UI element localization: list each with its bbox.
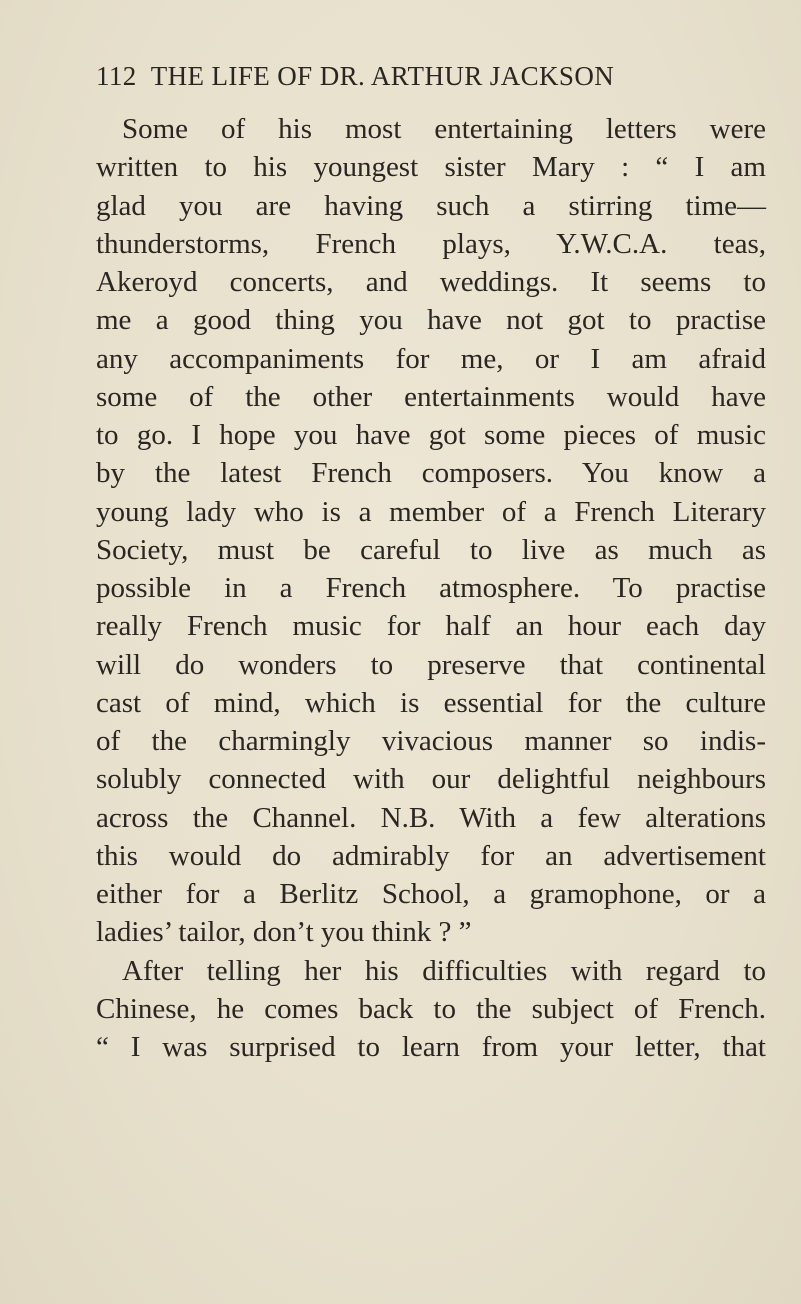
- text-line: written to his youngest sister Mary : “ I am: [96, 151, 766, 184]
- text-line: After telling her his difficulties with regard to: [122, 954, 766, 987]
- text-line: young lady who is a member of a French Literary: [96, 495, 766, 528]
- text-line: possible in a French atmosphere. To practise: [96, 572, 766, 604]
- text-line: thunderstorms, French plays, Y.W.C.A. teas,: [96, 227, 766, 260]
- text-line: ladies’ tailor, don’t you think ? ”: [96, 916, 472, 949]
- text-line: glad you are having such a stirring time—: [96, 189, 766, 222]
- text-line: really French music for half an hour each day: [96, 610, 766, 643]
- text-line: cast of mind, which is essential for the culture: [96, 686, 766, 719]
- text-line: either for a Berlitz School, a gramophone, or a: [96, 878, 766, 910]
- text-line: across the Channel. N.B. With a few alterations: [96, 801, 766, 834]
- text-line: to go. I hope you have got some pieces of music: [96, 419, 766, 451]
- text-line: solubly connected with our delightful neighbours: [96, 763, 766, 796]
- text-line: Society, must be careful to live as much as: [96, 533, 766, 566]
- text-line: will do wonders to preserve that continental: [96, 648, 766, 681]
- text-line: this would do admirably for an advertisement: [96, 839, 766, 872]
- text-line: some of the other entertainments would have: [96, 380, 766, 413]
- text-line: Akeroyd concerts, and weddings. It seems to: [96, 266, 766, 298]
- text-line: by the latest French composers. You know a: [96, 457, 766, 490]
- text-line: any accompaniments for me, or I am afraid: [96, 342, 766, 375]
- text-line: me a good thing you have not got to practise: [96, 304, 766, 337]
- text-line: Chinese, he comes back to the subject of French.: [96, 992, 766, 1025]
- text-line: “ I was surprised to learn from your letter, that: [96, 1031, 766, 1063]
- text-line: of the charmingly vivacious manner so indis-: [96, 725, 766, 757]
- page-number: 112: [96, 61, 137, 91]
- running-head: [96, 61, 736, 92]
- body-text: [96, 110, 766, 1066]
- running-title: THE LIFE OF DR. ARTHUR JACKSON: [150, 61, 615, 91]
- text-line: Some of his most entertaining letters were: [122, 113, 766, 145]
